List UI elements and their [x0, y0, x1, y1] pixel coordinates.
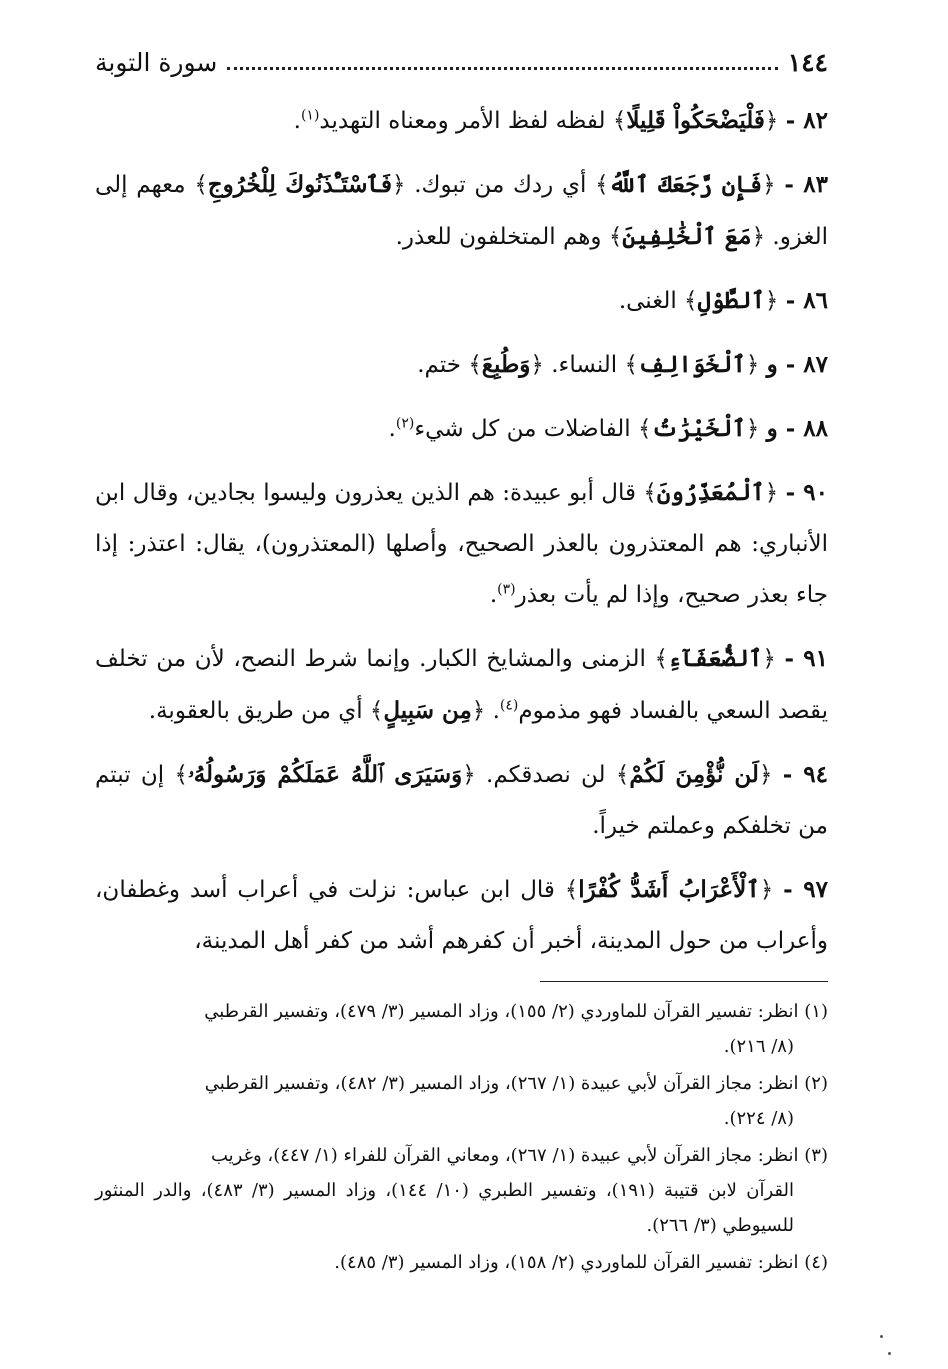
ornate-bracket-open: ﴿	[392, 172, 406, 198]
commentary-text: لن نصدقكم.	[475, 762, 616, 788]
commentary-text: .	[293, 108, 301, 134]
commentary-text: .	[489, 582, 498, 608]
footnotes	[95, 994, 828, 1282]
quran-text: فَلْيَضْحَكُواْ قَلِيلًا	[626, 107, 765, 134]
verse-number: ٩١ -	[784, 645, 829, 672]
ornate-bracket-close: ﴾	[624, 352, 638, 378]
ornate-bracket-close: ﴾	[612, 108, 627, 134]
quran-text: ٱلْمُعَذِّرُونَ	[656, 479, 765, 506]
quran-quote	[370, 697, 485, 724]
footnote-continuation: القرآن لابن قتيبة (١٩١)، وتفسير الطبري (١٠/ ١٤٤)، وزاد المسير (٣/ ٤٨٣)، والدر المنثور للسيوطي (٣/ ٢٦٦).	[95, 1180, 794, 1236]
quran-text: ٱلْأَعْرَابُ أَشَدُّ كُفْرًا	[578, 876, 760, 903]
footnote	[95, 994, 828, 1064]
ornate-bracket-open: ﴿	[530, 352, 544, 378]
commentary-text: الزمنى والمشايخ الكبار. وإنما شرط النصح، لأن من تخلف يقصد السعي بالفساد فهو مذموم	[95, 646, 828, 724]
verse-number: ٩٤ -	[782, 761, 828, 788]
footnote-ref: (٤)	[499, 697, 519, 714]
quran-quote	[616, 761, 773, 788]
commentary-text: إن تبتم من تخلفكم وعملتم خيراً.	[95, 762, 828, 839]
header-dotted-leader	[227, 67, 777, 70]
commentary-entry	[95, 339, 828, 391]
footnote	[95, 1245, 828, 1280]
quran-quote	[565, 876, 774, 903]
footnote-ref: (١)	[300, 107, 320, 124]
commentary-entry	[95, 864, 828, 967]
footnote	[95, 1066, 828, 1136]
commentary-body	[95, 95, 828, 979]
quran-text: ٱلطَّوْلِ	[697, 287, 765, 314]
quran-quote	[194, 171, 405, 198]
commentary-entry	[95, 749, 828, 852]
commentary-text: معهم إلى الغزو.	[95, 172, 828, 250]
commentary-entry	[95, 633, 828, 737]
footnote-marker: (١)	[804, 1001, 828, 1022]
ornate-bracket-open: ﴿	[759, 877, 774, 903]
quran-text: وَسَيَرَى ٱللَّهُ عَمَلَكُمْ وَرَسُولُهُۥ	[187, 761, 463, 788]
ornate-bracket-open: ﴿	[462, 762, 476, 788]
ornate-bracket-close: ﴾	[468, 352, 482, 378]
commentary-entry	[95, 467, 828, 621]
quran-text: فَإِن رَّجَعَكَ ٱللَّهُ	[608, 171, 763, 198]
quran-text: ٱلْخَيْرَٰتُ	[651, 415, 746, 442]
ornate-bracket-close: ﴾	[369, 698, 384, 724]
ornate-bracket-open: ﴿	[745, 416, 760, 442]
footnote-text: انظر: مجاز القرآن لأبي عبيدة (١/ ٢٦٧)، وزاد المسير (٣/ ٤٨٢)، وتفسير القرطبي	[204, 1073, 799, 1094]
commentary-text: .	[388, 416, 396, 442]
commentary-text: قال أبو عبيدة: هم الذين يعذرون وليسوا بجادين، وقال ابن الأنباري: هم المعتذرون بالعذر الصحيح، وأصلها (المعتذرون)، يقال: اعتذر: إذا جاء بعذر صحيح، وإذا لم يأت بعذر	[95, 480, 828, 608]
quran-quote	[468, 351, 544, 378]
ornate-bracket-close: ﴾	[637, 416, 652, 442]
quran-quote	[655, 645, 776, 672]
verse-number: ٨٢ -	[785, 107, 828, 134]
commentary-text: الغنى.	[618, 288, 685, 314]
verse-number: ٨٨ - و	[766, 415, 828, 442]
quran-text: وَطُبِعَ	[481, 351, 531, 378]
ornate-bracket-open: ﴿	[758, 762, 773, 788]
ornate-bracket-open: ﴿	[745, 352, 760, 378]
commentary-text: أي من طريق بالعقوبة.	[148, 698, 370, 724]
quran-quote	[174, 761, 475, 788]
ornate-bracket-close: ﴾	[194, 172, 208, 198]
running-header	[95, 40, 828, 84]
page-number: ١٤٤	[787, 47, 828, 77]
footnote-text: انظر: مجاز القرآن لأبي عبيدة (١/ ٢٦٧)، ومعاني القرآن للفراء (١/ ٤٤٧)، وغريب	[210, 1145, 799, 1166]
ornate-bracket-open: ﴿	[762, 172, 776, 198]
verse-number: ٨٣ -	[784, 171, 829, 198]
commentary-text: الفاضلات من كل شيء	[414, 416, 638, 442]
footnote-marker: (٢)	[804, 1073, 828, 1094]
quran-text: مَعَ ٱلْخَٰلِفِينَ	[622, 223, 752, 250]
quran-quote	[613, 107, 779, 134]
commentary-text: ختم.	[417, 352, 469, 378]
ornate-bracket-close: ﴾	[643, 480, 657, 506]
commentary-text: .	[485, 698, 500, 724]
ornate-bracket-open: ﴿	[762, 646, 776, 672]
quran-text: مِن سَبِيلٍ	[383, 697, 472, 724]
commentary-text: أي ردك من تبوك.	[405, 172, 596, 198]
footnote-continuation: (٨/ ٢٢٤).	[723, 1108, 794, 1129]
footnote-ref: (٢)	[395, 415, 415, 432]
verse-number: ٨٦ -	[785, 287, 828, 314]
commentary-entry	[95, 275, 828, 327]
footnote-ref: (٣)	[497, 581, 516, 598]
commentary-text: وهم المتخلفون للعذر.	[395, 224, 609, 250]
quran-quote	[684, 287, 778, 314]
footnote	[95, 1138, 828, 1243]
commentary-text: لفظه لفظ الأمر ومعناه التهديد	[319, 108, 613, 134]
quran-text: فَٱسْتَـْٔذَنُوكَ لِلْخُرُوجِ	[207, 171, 393, 198]
footnote-text: انظر: تفسير القرآن للماوردي (٢/ ١٥٨)، وزاد المسير (٣/ ٤٨٥).	[334, 1252, 799, 1273]
verse-number: ٩٠ -	[785, 479, 829, 506]
verse-number: ٩٧ -	[783, 876, 828, 903]
footnote-text: انظر: تفسير القرآن للماوردي (٢/ ١٥٥)، وزاد المسير (٣/ ٤٧٩)، وتفسير القرطبي	[204, 1001, 799, 1022]
quran-quote	[625, 351, 760, 378]
ornate-bracket-open: ﴿	[751, 224, 766, 250]
quran-quote	[609, 223, 765, 250]
commentary-entry	[95, 403, 828, 455]
footnote-continuation: (٨/ ٢١٦).	[723, 1036, 794, 1057]
ornate-bracket-close: ﴾	[684, 288, 698, 314]
quran-quote	[638, 415, 759, 442]
ornate-bracket-close: ﴾	[608, 224, 623, 250]
footnote-marker: (٤)	[804, 1252, 828, 1273]
quran-quote	[595, 171, 776, 198]
commentary-text: النساء.	[543, 352, 625, 378]
footnote-separator	[540, 981, 828, 982]
ornate-bracket-close: ﴾	[174, 762, 188, 788]
ornate-bracket-open: ﴿	[764, 288, 779, 314]
ornate-bracket-open: ﴿	[471, 698, 486, 724]
ornate-bracket-close: ﴾	[615, 762, 630, 788]
ornate-bracket-close: ﴾	[654, 646, 668, 672]
footnote-marker: (٣)	[804, 1145, 828, 1166]
commentary-text: قال ابن عباس: نزلت في أعراب أسد وغطفان، وأعراب من حول المدينة، أخبر أن كفرهم أشد من كفر أهل المدينة،	[95, 877, 828, 954]
verse-number: ٨٧ - و	[766, 351, 828, 378]
surah-title: سورة التوبة	[95, 47, 218, 77]
quran-text: ٱلضُّعَفَآءِ	[668, 645, 763, 672]
quran-quote	[643, 479, 778, 506]
ornate-bracket-open: ﴿	[764, 108, 779, 134]
scan-speck	[888, 1352, 891, 1355]
ornate-bracket-close: ﴾	[595, 172, 609, 198]
scan-speck	[880, 1335, 883, 1338]
ornate-bracket-open: ﴿	[764, 480, 779, 506]
commentary-entry	[95, 95, 828, 147]
commentary-entry	[95, 159, 828, 263]
quran-text: ٱلْخَوَالِفِ	[638, 351, 746, 378]
ornate-bracket-close: ﴾	[564, 877, 579, 903]
quran-text: لَن نُّؤْمِنَ لَكُمْ	[629, 761, 759, 788]
